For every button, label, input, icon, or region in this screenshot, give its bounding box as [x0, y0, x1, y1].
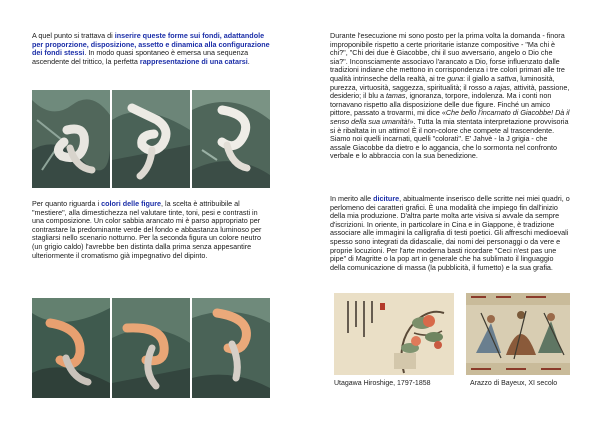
italic-term: tamas — [385, 91, 406, 101]
text-run: Durante l'esecuzione mi sono posto per la prima volta la domanda - finora improponibile rispetto a certe prioritarie istanze compositive - "Ma chi è chi?", "Chi dei due è Giacobbe, chi il suo avversario, angelo o Dio che sia?". Inconsciamente associavo l'arancato a Dio, forse influenzato dalle tradizioni indiane che mettono in corrispondenza i tre colori primari alle tre qualità intrinseche della realtà, ai tre — [330, 31, 565, 83]
hiroshige-image — [334, 293, 454, 375]
italic-term: sattva — [497, 73, 517, 83]
italic-term: rajas — [494, 82, 510, 92]
text-run: Per quanto riguarda i — [32, 199, 102, 208]
right-paragraph-1 — [330, 32, 570, 161]
text-run: In merito alle — [330, 194, 374, 203]
bayeux-image — [466, 293, 570, 375]
triptych-bottom-panel-1 — [32, 298, 110, 398]
italic-term: guna — [447, 73, 464, 83]
text-run: , luminosità, purezza, virtuosità, saggezza, spiritualità; il rosso a — [330, 73, 555, 92]
caption-bayeux: Arazzo di Bayeux, XI secolo — [470, 380, 558, 387]
triptych-bottom — [32, 298, 270, 398]
triptych-bottom-panel-2 — [112, 298, 190, 398]
triptych-top — [32, 90, 270, 188]
triptych-top-panel-1 — [32, 90, 110, 188]
italic-quote: Che bello l'incarnato di Giacobbe! Dà il senso della sua umanità! — [330, 108, 570, 126]
text-run: : il giallo a — [463, 73, 498, 83]
highlight-text: inserire queste forme sui fondi, adattandole per proporzione, disposizione, assetto e dinamica alla configurazione dei fondi stessi — [32, 31, 270, 58]
highlight-text: colori delle figure — [101, 199, 162, 208]
highlight-text: diciture — [373, 194, 400, 203]
text-run: ». Tutta la mia stentata interpretazione provvisoria si è ribaltata in un attimo! È il non-colore che compete al trascendente. Siamo noi quelli incarnati, quelli "colorati". E' Jahvè - la J grigia - che assale Giacobbe da dietro e lo aggancia, che lo sormonta nel confronto verbale e lo abbraccia con la sua benedizione. — [330, 116, 569, 161]
triptych-bottom-panel-3 — [192, 298, 270, 398]
text-run: , ignoranza, torpore, indolenza. Ma i conti non tornavano rispetto alla disposizione delle due figure. Finché un amico pittore, passato a trovarmi, mi dice « — [330, 91, 552, 118]
left-paragraph-2 — [32, 200, 270, 260]
text-run: . In modo quasi spontaneo è emersa una sequenza ascendente del trittico, la perfetta — [32, 48, 249, 66]
text-run: , abitualmente inserisco delle scritte nei miei quadri, o perlomeno dei caratteri grafici. È una modalità che impiego fin dall'inizio della mia produzione. D'altra parte molta arte visiva si avvale da sempre d'iscrizioni. In oriente, in particolare in Cina e in Giappone, è tradizione associare alle immagini la calligrafia di testi poetici. Gli affreschi medioevali spesso sono integrati da didascalie, dai nomi dei personaggi o da vere e proprie locuzioni. Per l'arte moderna basti ricordare "Ceci n'est pas une pipe" di Magritte o la pop art in generale che ha sublimato il linguaggio della comunicazione di massa (la pubblicità, il fumetto) e la sua grafia. — [330, 194, 570, 272]
text-run: A quel punto si trattava di — [32, 31, 115, 40]
triptych-top-panel-3 — [192, 90, 270, 188]
right-paragraph-2 — [330, 195, 570, 272]
triptych-top-panel-2 — [112, 90, 190, 188]
caption-hiroshige: Utagawa Hiroshige, 1797-1858 — [334, 380, 431, 387]
left-paragraph-1 — [32, 32, 272, 66]
text-run: . — [247, 56, 250, 66]
text-run: , la scelta è attribuibile al "mestiere", alla dimestichezza nel valutare tinte, toni, pesi e contrasti in una composizione. Un color sabbia arancato mi è parso appropriato per contrastare la predominante verde del fondo e abbastanza luminoso per stagliarsi nello scenario notturno. Per la seconda figura un colore neutro (un grigio caldo) l'avrebbe ben distinta dalla prima senza appesantire ulteriormente il cromatismo già impegnativo del dipinto. — [32, 199, 262, 260]
highlight-text: rappresentazione di una catarsi — [139, 56, 248, 66]
text-run: , attività, passione, desiderio; il blu a — [330, 82, 570, 101]
